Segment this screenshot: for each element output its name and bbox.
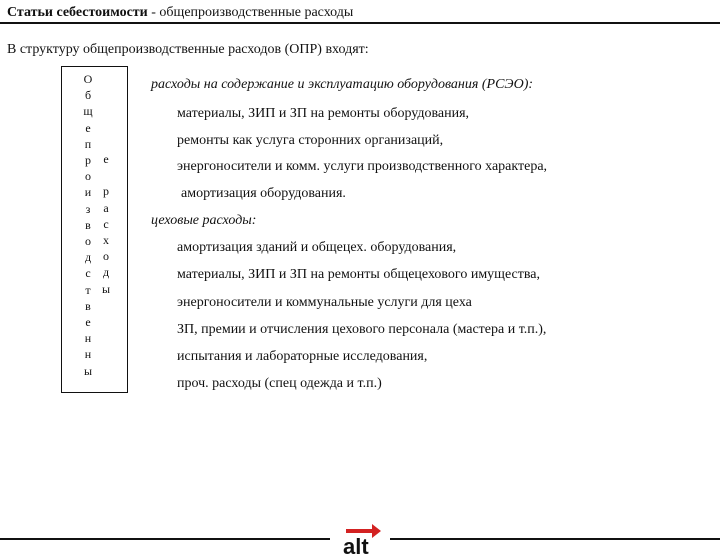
vertical-letter: д [84,250,92,265]
header-divider [0,22,720,24]
vertical-letter: н [84,331,92,346]
vertical-letter: р [103,184,109,199]
vertical-label-col1 [81,71,95,379]
vertical-letter: ы [101,281,111,296]
vertical-letter: з [85,201,91,216]
vertical-letter: н [84,347,92,362]
list-item: материалы, ЗИП и ЗП на ремонты оборудования, [177,106,470,121]
vertical-letter: е [85,120,91,135]
vertical-letter: е [103,152,109,166]
vertical-label-col2 [99,151,113,297]
section-heading-rseo: расходы на содержание и эксплуатацию оборудования (РСЭО): [151,77,534,92]
vertical-letter: и [84,185,92,200]
list-item: энергоносители и коммунальные услуги для цеха [177,295,472,310]
vertical-letter: е [85,315,91,330]
vertical-letter: а [103,200,109,215]
list-item: материалы, ЗИП и ЗП на ремонты общецехового имущества, [177,267,540,282]
alt-logo [336,520,384,555]
list-item: испытания и лабораторные исследования, [177,349,428,364]
page-title [7,5,353,21]
vertical-letter-spacer [105,167,108,183]
vertical-letter: с [103,216,109,231]
vertical-letter: д [102,265,110,280]
logo-text: alt [343,534,369,555]
vertical-letter: О [83,72,93,86]
vertical-letter: р [85,153,91,168]
vertical-letter: о [103,249,109,264]
section-heading-shop: цеховые расходы: [151,213,257,228]
vertical-letter: щ [83,104,93,119]
list-item: амортизация оборудования. [181,186,346,201]
footer-divider-right [390,538,720,540]
vertical-letter: ы [83,363,93,378]
vertical-letter: х [103,233,109,248]
vertical-letter: в [85,298,91,313]
intro-text: В структуру общепроизводственные расходов (ОПР) входят: [7,42,369,57]
footer-divider-left [0,538,330,540]
vertical-letter: б [84,88,92,103]
list-item: энергоносители и комм. услуги производственного характера, [177,159,548,174]
vertical-letter: п [84,136,92,151]
page-title-rest: - общепроизводственные расходы [147,5,354,20]
vertical-letter: в [85,217,91,232]
page-title-bold: Статьи себестоимости [7,5,148,20]
vertical-letter: с [85,266,91,281]
vertical-letter: о [85,234,91,249]
vertical-letter: о [85,169,91,184]
list-item: ремонты как услуга сторонних организаций, [177,133,444,148]
list-item: ЗП, премии и отчисления цехового персонала (мастера и т.п.), [177,322,547,337]
list-item: проч. расходы (спец одежда и т.п.) [177,376,382,391]
list-item: амортизация зданий и общецех. оборудования, [177,240,457,255]
vertical-letter: т [85,282,91,297]
vertical-label-box [61,66,128,393]
